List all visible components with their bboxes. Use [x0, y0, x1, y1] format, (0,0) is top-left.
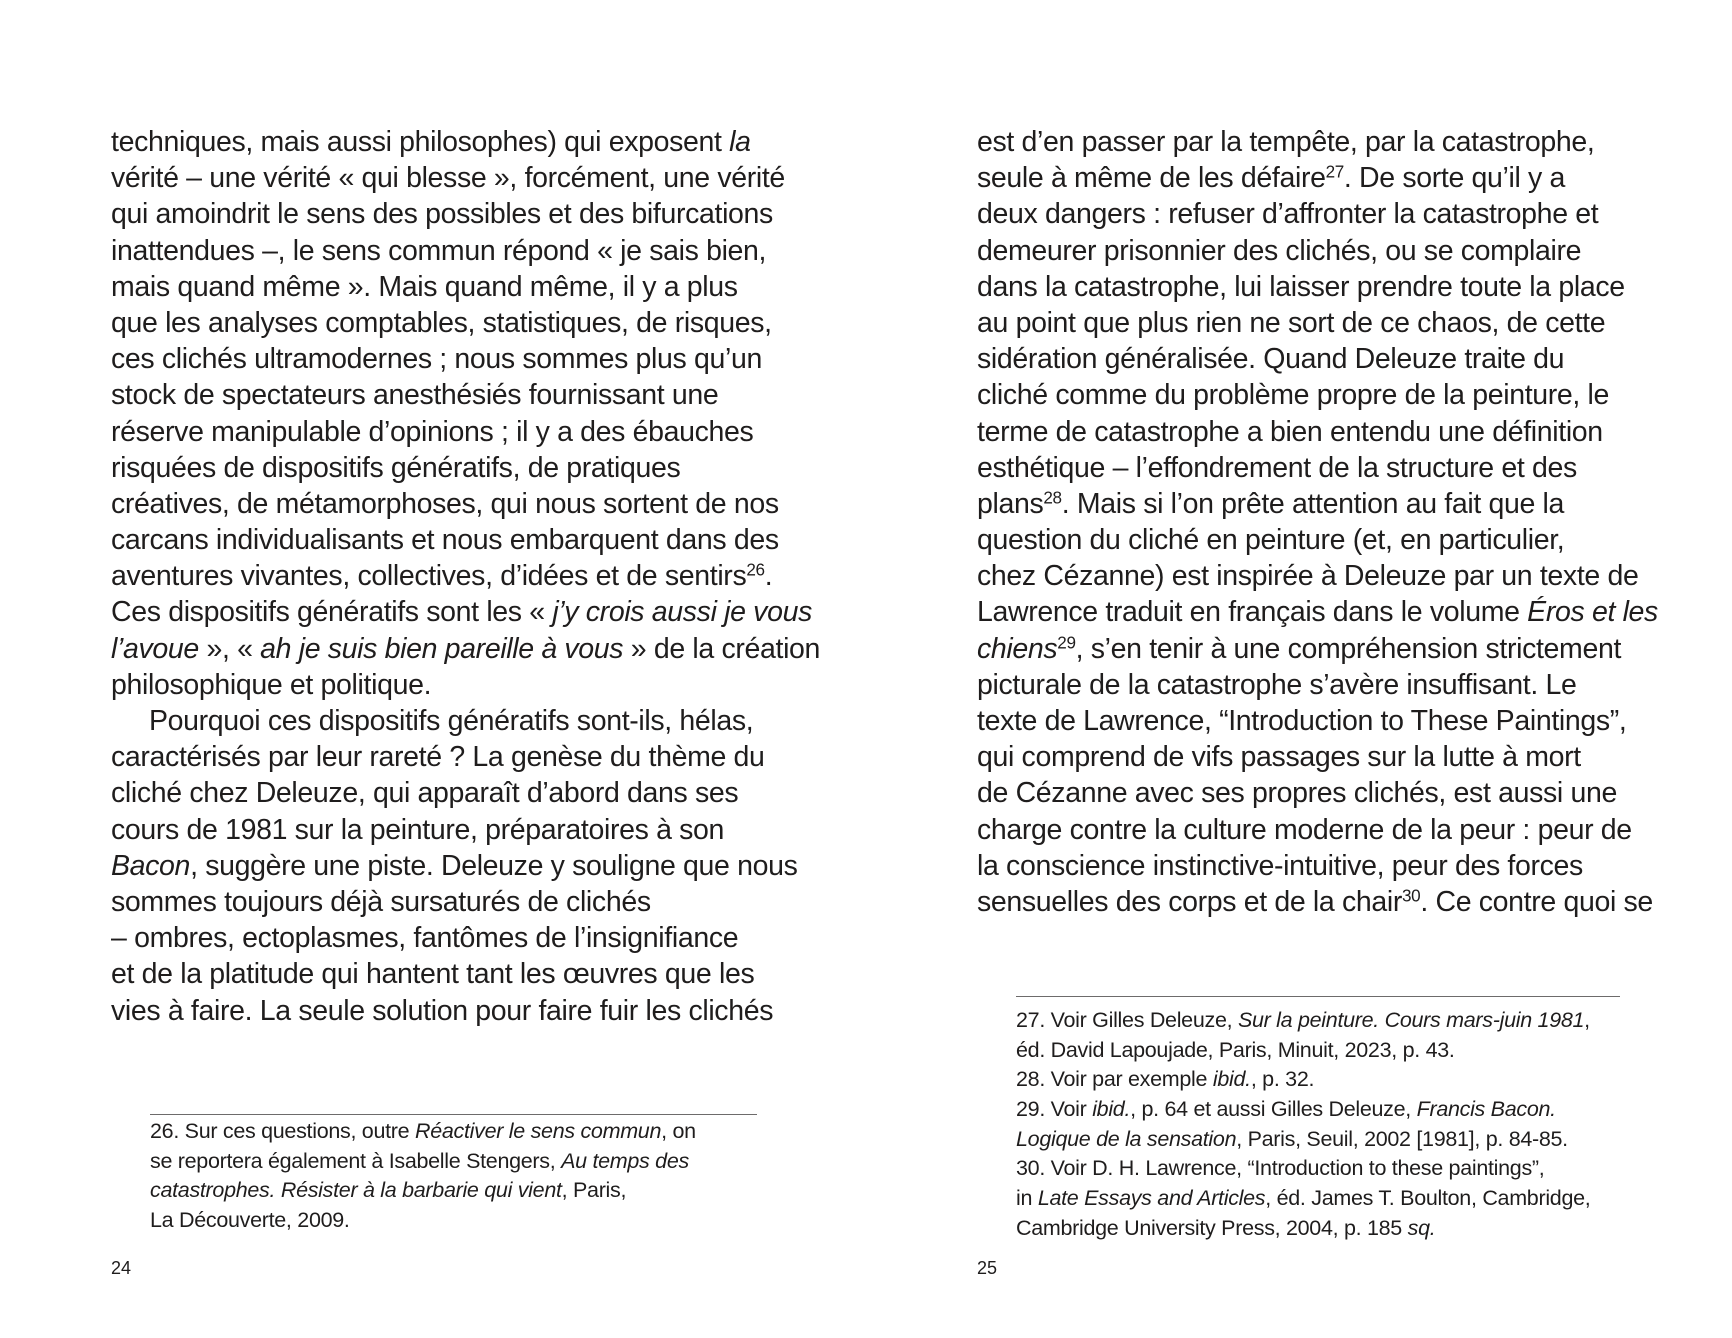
- text-line: plans$^{28}$. Mais si l’on prête attention au fait que la: [977, 487, 1565, 520]
- footnote-line: Cambridge University Press, 2004, p. 185 sq.: [1016, 1215, 1436, 1240]
- text-line: terme de catastrophe a bien entendu une définition: [977, 415, 1603, 448]
- footnote-line: 28. Voir par exemple ibid., p. 32.: [1016, 1067, 1315, 1092]
- text-line: caractérisés par leur rareté ? La genèse du thème du: [111, 741, 765, 774]
- text-line: sidération généralisée. Quand Deleuze traite du: [977, 343, 1565, 376]
- text-line: de Cézanne avec ses propres clichés, est aussi une: [977, 777, 1617, 810]
- text-line: esthétique – l’effondrement de la structure et des: [977, 451, 1577, 484]
- footnote-separator: [150, 1114, 757, 1115]
- footnote-reference[interactable]: 30: [1402, 886, 1421, 906]
- text-line: aventures vivantes, collectives, d’idées et de sentirs$^{26}$.: [111, 560, 773, 593]
- page-number: 24: [111, 1258, 132, 1278]
- text-line: chiens$^{29}$, s’en tenir à une compréhension strictement: [977, 632, 1622, 665]
- text-line: charge contre la culture moderne de la peur : peur de: [977, 813, 1632, 846]
- body-text: [111, 124, 821, 1029]
- text-line: – ombres, ectoplasmes, fantômes de l’insignifiance: [111, 922, 739, 955]
- text-line: seule à même de les défaire$^{27}$. De sorte qu’il y a: [977, 162, 1566, 195]
- text-line: sensuelles des corps et de la chair$^{30}$. Ce contre quoi se: [977, 885, 1653, 918]
- text-line: la conscience instinctive-intuitive, peur des forces: [977, 849, 1583, 882]
- footnote-26: [150, 1117, 790, 1236]
- footnote-line: 29. Voir ibid., p. 64 et aussi Gilles Deleuze, Francis Bacon.: [1016, 1097, 1556, 1122]
- footnote-28: [1016, 1065, 1656, 1095]
- text-line: chez Cézanne) est inspirée à Deleuze par un texte de: [977, 560, 1639, 593]
- text-line: stock de spectateurs anesthésiés fournissant une: [111, 379, 719, 412]
- text-line: dans la catastrophe, lui laisser prendre toute la place: [977, 270, 1625, 303]
- footnote-line: Logique de la sensation, Paris, Seuil, 2002 [1981], p. 84-85.: [1016, 1126, 1568, 1151]
- text-line: vies à faire. La seule solution pour faire fuir les clichés: [111, 994, 774, 1027]
- footnote-reference[interactable]: 27: [1325, 162, 1344, 182]
- text-line: question du cliché en peinture (et, en particulier,: [977, 524, 1565, 557]
- footnote-separator: [1016, 996, 1620, 997]
- text-line: vérité – une vérité « qui blesse », forcément, une vérité: [111, 162, 785, 195]
- footnote-line: éd. David Lapoujade, Paris, Minuit, 2023, p. 43.: [1016, 1037, 1455, 1062]
- footnote-line: 26. Sur ces questions, outre Réactiver le sens commun, on: [150, 1119, 696, 1143]
- text-line: est d’en passer par la tempête, par la catastrophe,: [977, 126, 1595, 158]
- footnote-reference[interactable]: 26: [746, 560, 765, 580]
- text-line: risquées de dispositifs génératifs, de pratiques: [111, 451, 681, 484]
- text-line: philosophique et politique.: [111, 668, 432, 701]
- text-line: Lawrence traduit en français dans le volume Éros et les: [977, 596, 1658, 629]
- footnotes: [150, 1117, 790, 1236]
- footnote-reference[interactable]: 28: [1043, 488, 1062, 508]
- text-line: techniques, mais aussi philosophes) qui exposent la: [111, 126, 751, 158]
- footnote-line: in Late Essays and Articles, éd. James T. Boulton, Cambridge,: [1016, 1186, 1591, 1211]
- footnote-30: [1016, 1154, 1656, 1243]
- text-line: cliché chez Deleuze, qui apparaît d’abord dans ses: [111, 777, 739, 810]
- text-line: texte de Lawrence, “Introduction to These Paintings”,: [977, 705, 1627, 737]
- text-line: ces clichés ultramodernes ; nous sommes plus qu’un: [111, 343, 762, 376]
- text-line: que les analyses comptables, statistiques, de risques,: [111, 306, 772, 339]
- footnotes: [1016, 1006, 1656, 1244]
- text-line: qui comprend de vifs passages sur la lutte à mort: [977, 741, 1581, 774]
- footnote-27: [1016, 1006, 1656, 1065]
- text-line: Bacon, suggère une piste. Deleuze y souligne que nous: [111, 849, 798, 882]
- text-line: Ces dispositifs génératifs sont les « j’y crois aussi je vous: [111, 596, 812, 629]
- text-line: réserve manipulable d’opinions ; il y a des ébauches: [111, 415, 754, 448]
- body-text: [977, 124, 1658, 920]
- text-line: inattendues –, le sens commun répond « je sais bien,: [111, 234, 767, 267]
- page-number: 25: [977, 1258, 998, 1278]
- footnote-reference[interactable]: 29: [1057, 633, 1076, 653]
- footnote-line: se reportera également à Isabelle Stengers, Au temps des: [150, 1148, 689, 1173]
- text-line: deux dangers : refuser d’affronter la catastrophe et: [977, 198, 1599, 231]
- text-line: mais quand même ». Mais quand même, il y a plus: [111, 270, 738, 303]
- footnote-line: catastrophes. Résister à la barbarie qui vient, Paris,: [150, 1178, 627, 1203]
- text-line: créatives, de métamorphoses, qui nous sortent de nos: [111, 487, 779, 520]
- text-line: Pourquoi ces dispositifs génératifs sont-ils, hélas,: [149, 705, 754, 737]
- text-line: carcans individualisants et nous embarquent dans des: [111, 524, 779, 557]
- right-page: [866, 0, 1732, 1338]
- footnote-line: 30. Voir D. H. Lawrence, “Introduction to these paintings”,: [1016, 1156, 1545, 1181]
- text-line: au point que plus rien ne sort de ce chaos, de cette: [977, 306, 1606, 339]
- text-line: cours de 1981 sur la peinture, préparatoires à son: [111, 813, 725, 846]
- text-line: l’avoue », « ah je suis bien pareille à vous » de la création: [111, 632, 821, 665]
- text-line: sommes toujours déjà sursaturés de clichés: [111, 885, 651, 918]
- footnote-line: La Découverte, 2009.: [150, 1208, 350, 1233]
- text-line: qui amoindrit le sens des possibles et des bifurcations: [111, 198, 773, 231]
- footnote-line: 27. Voir Gilles Deleuze, Sur la peinture. Cours mars-juin 1981,: [1016, 1008, 1590, 1032]
- text-line: et de la platitude qui hantent tant les œuvres que les: [111, 958, 755, 991]
- text-line: cliché comme du problème propre de la peinture, le: [977, 379, 1610, 412]
- text-line: demeurer prisonnier des clichés, ou se complaire: [977, 234, 1582, 267]
- text-line: picturale de la catastrophe s’avère insuffisant. Le: [977, 668, 1577, 701]
- footnote-29: [1016, 1095, 1656, 1154]
